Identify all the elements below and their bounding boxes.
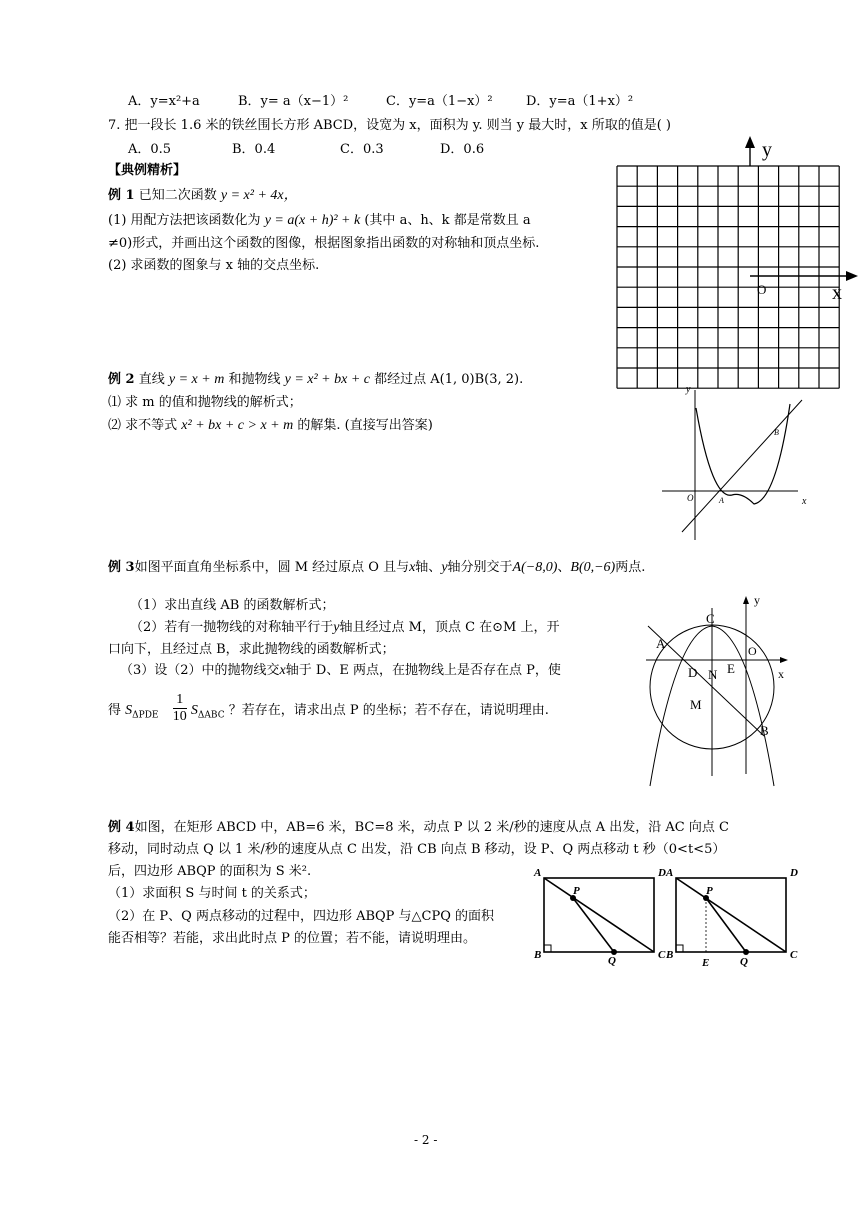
ex4-fig1-c-label: C bbox=[658, 949, 666, 961]
ex4-fig2-q-label: Q bbox=[740, 956, 748, 968]
ex3-n-label: N bbox=[708, 667, 718, 682]
ex4-fig2-a-label: A bbox=[666, 867, 674, 879]
ex4-q1: （1）求面积 S 与时间 t 的关系式； bbox=[108, 886, 316, 901]
ex3-separator: 、 bbox=[557, 560, 571, 575]
q7-option-d: D．0.6 bbox=[440, 142, 485, 157]
q7-stem: 7. 把一段长 1.6 米的铁丝围长方形 ABCD，设宽为 x，面积为 y. 则当 y 最大时，x 所取的值是( ) bbox=[108, 118, 671, 133]
ex3-q2 bbox=[130, 620, 560, 636]
q6-option-c: C．y=a（1−x）² bbox=[386, 94, 493, 109]
ex3-q2-a: （2）若有一抛物线的对称轴平行于 bbox=[130, 620, 334, 635]
section-title: 【典例精析】 bbox=[108, 163, 187, 178]
ex3-stem bbox=[108, 560, 645, 576]
ex3-o-label: O bbox=[748, 644, 757, 658]
q6-option-b: B．y= a（x−1）² bbox=[238, 94, 349, 109]
q6-option-d: D．y=a（1+x）² bbox=[526, 94, 634, 109]
ex1-heading bbox=[108, 188, 298, 204]
y-axis-arrow-icon bbox=[745, 136, 755, 148]
ex4-fig2-d-label: D bbox=[790, 867, 798, 879]
ex3-x-label: x bbox=[778, 667, 784, 681]
ex4-figure-1 bbox=[530, 866, 670, 967]
ex2-part2-pre: ⑵ 求不等式 bbox=[108, 418, 178, 433]
ex3-q3-post: ？若存在，请求出点 P 的坐标；若不存在，请说明理由. bbox=[228, 703, 549, 718]
ex2-point-a-label: A bbox=[719, 496, 724, 505]
ex3-m-label: M bbox=[690, 697, 702, 712]
ex3-fraction bbox=[173, 692, 187, 725]
ex3-q3-x: x bbox=[279, 663, 286, 678]
ex4-fig2-point-q bbox=[743, 949, 749, 955]
ex4-fig2-e-label: E bbox=[702, 957, 710, 969]
ex2-point-b-label: B bbox=[774, 428, 779, 437]
ex2-parabola bbox=[696, 404, 790, 504]
ex2-y-label: y bbox=[686, 384, 691, 395]
ex3-x-arrow-icon bbox=[780, 657, 788, 663]
ex3-c-label: C bbox=[706, 611, 715, 626]
ex2-graph-figure bbox=[662, 380, 822, 542]
ex3-line-ab bbox=[648, 626, 764, 736]
q6-option-a: A．y=x²+a bbox=[128, 94, 200, 109]
ex1-part1-post: (其中 a、h、k 都是常数且 a bbox=[364, 213, 531, 228]
ex1-function: y = x² + 4x， bbox=[220, 188, 298, 203]
grid-lines bbox=[617, 166, 839, 388]
ex4-label: 例 4 bbox=[108, 820, 135, 835]
ex3-q3-b: 轴于 D、E 两点，在抛物线上是否存在点 P，使 bbox=[285, 663, 561, 678]
ex4-fig1-a-label: A bbox=[534, 867, 542, 879]
ex3-y-arrow-icon bbox=[743, 596, 749, 604]
ex1-part1-line2: ≠0)形式，并画出这个函数的图像，根据图象指出函数的对称轴和顶点坐标. bbox=[108, 236, 540, 251]
ex4-fig1-p-label: P bbox=[573, 885, 580, 897]
ex3-stem-mid2: 轴分别交于 bbox=[447, 560, 513, 575]
ex3-x-symbol: x bbox=[409, 560, 416, 575]
ex3-e-label: E bbox=[727, 661, 735, 676]
ex4-line1-text: 如图，在矩形 ABCD 中，AB=6 米，BC=8 米，动点 P 以 2 米/秒的速度从点 A 出发，沿 AC 向点 C bbox=[134, 820, 729, 835]
ex4-fig2-right-angle bbox=[676, 945, 683, 952]
ex3-q2-b: 轴且经过点 M，顶点 C 在⊙M 上，开 bbox=[339, 620, 560, 635]
ex4-fig2-c-label: C bbox=[790, 949, 798, 961]
ex3-y-label: y bbox=[754, 593, 760, 607]
page-number: - 2 - bbox=[414, 1133, 438, 1147]
grid-x-label: x bbox=[832, 282, 842, 304]
ex2-label: 例 2 bbox=[108, 372, 135, 387]
ex2-part2-post: 的解集. (直接写出答案) bbox=[297, 418, 433, 433]
ex3-stem-mid1: 轴、 bbox=[415, 560, 442, 575]
ex3-b-label: B bbox=[760, 723, 769, 738]
grid-origin-label: O bbox=[757, 282, 767, 297]
ex3-d-label: D bbox=[688, 665, 698, 680]
ex3-stem-pre: 如图平面直角坐标系中，圆 M 经过原点 O 且与 bbox=[134, 560, 410, 575]
ex1-part1 bbox=[108, 213, 531, 229]
ex3-q3 bbox=[120, 663, 561, 679]
q7-option-b: B．0.4 bbox=[232, 142, 276, 157]
ex2-line bbox=[682, 400, 802, 532]
ex4-q2-line2: 能否相等？若能，求出此时点 P 的位置；若不能，请说明理由。 bbox=[108, 931, 477, 946]
ex3-q1: （1）求出直线 AB 的函数解析式； bbox=[130, 598, 335, 613]
ex2-heading bbox=[108, 372, 523, 388]
ex4-fig1-q-label: Q bbox=[608, 955, 616, 967]
ex3-fraction-num: 1 bbox=[173, 692, 187, 709]
ex2-inequality: x² + bx + c > x + m bbox=[181, 418, 294, 433]
ex4-line1 bbox=[108, 820, 729, 836]
ex3-s-abc-sub: ΔABC bbox=[197, 710, 225, 721]
ex3-a-label: A bbox=[656, 636, 666, 651]
ex3-label: 例 3 bbox=[108, 560, 135, 575]
x-axis-arrow-icon bbox=[846, 271, 858, 281]
ex3-q3-pre: 得 bbox=[108, 703, 122, 718]
ex2-x-label: x bbox=[802, 496, 807, 507]
ex3-circle-figure bbox=[636, 590, 796, 786]
ex1-vertex-form: y = a(x + h)² + k bbox=[264, 213, 361, 228]
ex3-s-pde-sub: ΔPDE bbox=[132, 710, 159, 721]
ex4-fig1-right-angle bbox=[544, 945, 551, 952]
ex3-point-a: A(−8,0) bbox=[512, 560, 558, 575]
grid-y-label: y bbox=[762, 139, 772, 161]
ex2-part1: ⑴ 求 m 的值和抛物线的解析式； bbox=[108, 395, 302, 410]
ex3-q2-line2: 口向下，且经过点 B，求此抛物线的函数解析式； bbox=[108, 642, 395, 657]
ex3-point-b: B(0,−6) bbox=[570, 560, 616, 575]
ex2-pre: 直线 bbox=[138, 372, 165, 387]
ex4-fig2-segment-pq bbox=[706, 898, 746, 952]
ex3-q3-a: （3）设（2）中的抛物线交 bbox=[120, 663, 280, 678]
ex1-part2: (2) 求函数的图象与 x 轴的交点坐标. bbox=[108, 258, 320, 273]
ex1-intro: 已知二次函数 bbox=[138, 188, 217, 203]
ex2-post: 都经过点 A(1, 0)B(3, 2). bbox=[374, 372, 524, 387]
ex4-fig2-p-label: P bbox=[706, 885, 713, 897]
ex2-parabola-eq: y = x² + bx + c bbox=[284, 372, 371, 387]
ex4-line2: 移动，同时动点 Q 以 1 米/秒的速度从点 C 出发，沿 CB 向点 B 移动，设 P、Q 两点移动 t 秒（0<t<5） bbox=[108, 842, 726, 857]
ex3-y-symbol: y bbox=[441, 560, 448, 575]
ex4-q2-line1: （2）在 P、Q 两点移动的过程中，四边形 ABQP 与△CPQ 的面积 bbox=[108, 909, 495, 924]
ex4-fig1-b-label: B bbox=[534, 949, 542, 961]
ex4-fig1-d-label: D bbox=[658, 867, 666, 879]
ex4-fig2-diagonal-ac bbox=[676, 878, 786, 952]
ex3-s-pde: S bbox=[125, 703, 133, 718]
ex3-q2-y: y bbox=[333, 620, 340, 635]
ex3-fraction-den: 10 bbox=[172, 709, 187, 724]
q7-option-c: C．0.3 bbox=[340, 142, 384, 157]
ex2-origin-label: O bbox=[687, 493, 694, 503]
ex3-s-abc: S bbox=[190, 703, 198, 718]
ex1-part1-pre: (1) 用配方法把该函数化为 bbox=[108, 213, 261, 228]
ex3-q3-area-ratio bbox=[108, 694, 549, 727]
ex4-fig1-segment-pq bbox=[573, 898, 614, 952]
ex4-fig2-b-label: B bbox=[666, 949, 674, 961]
ex2-line-eq: y = x + m bbox=[168, 372, 225, 387]
ex3-stem-post: 两点. bbox=[615, 560, 646, 575]
ex4-figure-2 bbox=[664, 866, 804, 970]
ex2-part2 bbox=[108, 418, 433, 434]
ex1-grid-figure bbox=[600, 136, 860, 376]
ex4-fig1-diagonal-ac bbox=[544, 878, 654, 952]
q7-option-a: A．0.5 bbox=[128, 142, 172, 157]
ex4-line3: 后，四边形 ABQP 的面积为 S 米². bbox=[108, 864, 312, 879]
ex1-label: 例 1 bbox=[108, 188, 135, 203]
ex2-mid: 和抛物线 bbox=[228, 372, 281, 387]
